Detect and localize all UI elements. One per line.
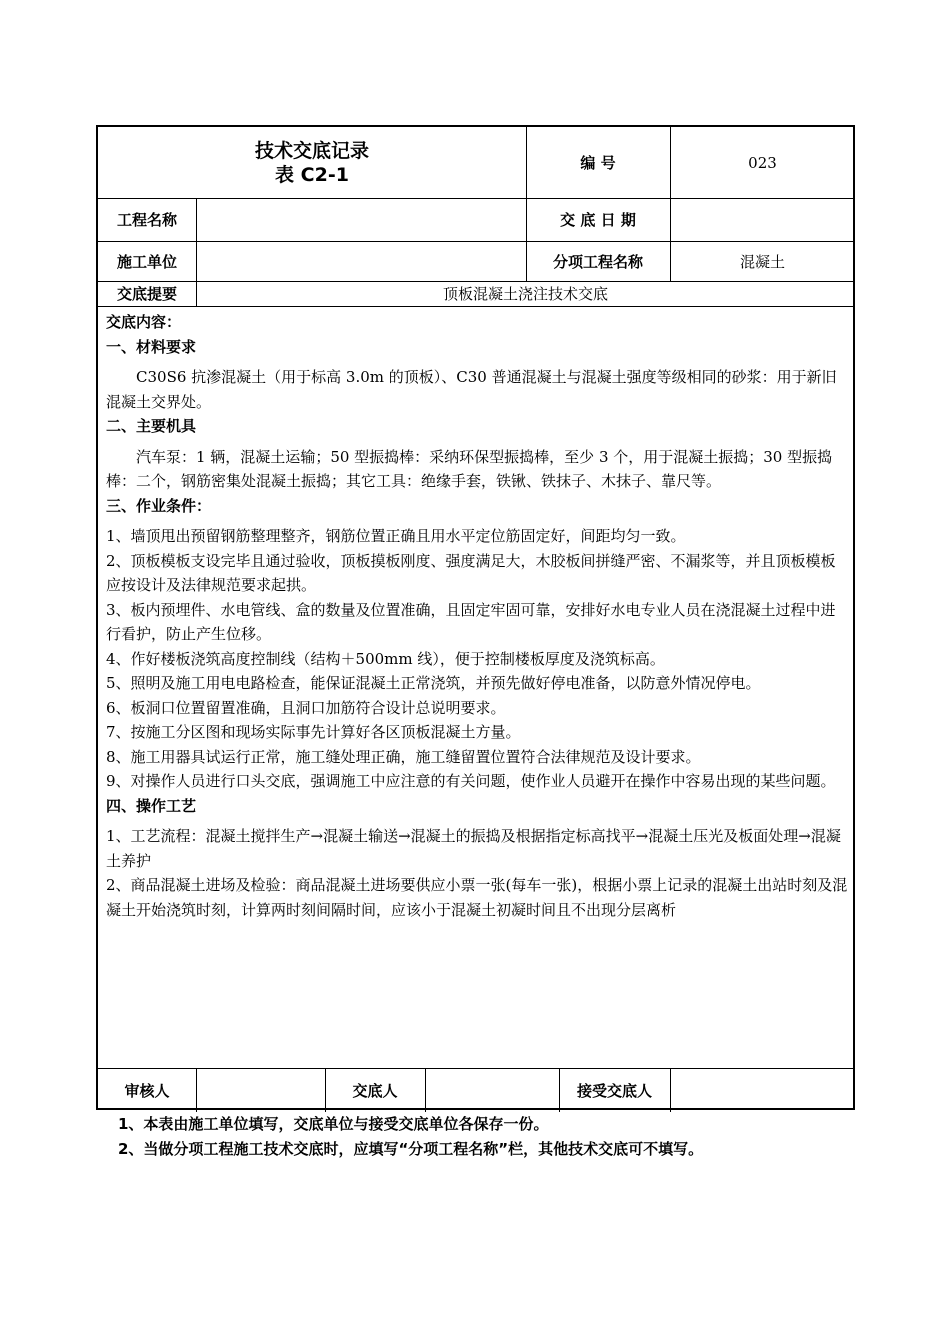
list-item: 6、板洞口位置留置准确，且洞口加筋符合设计总说明要求。 <box>106 698 506 717</box>
reviewer-field[interactable] <box>196 1068 325 1112</box>
list-item: 2、顶板模板支设完毕且通过验收，顶板摸板刚度、强度满足大，木胶板间拼缝严密、不漏浆等，并且顶板模板应按设计及法律规范要求起拱。 <box>106 551 836 594</box>
receiver-field[interactable] <box>670 1068 855 1112</box>
list-item: 2、商品混凝土进场及检验：商品混凝土进场要供应小票一张(每车一张)，根据小票上记录的混凝土出站时刻及混凝土开始浇筑时刻，计算两时刻间隔时间，应该小于混凝土初凝时间且不出现分层离析 <box>106 876 848 919</box>
section-heading: 三、作业条件： <box>106 496 212 515</box>
date-label: 交 底 日 期 <box>560 211 636 229</box>
discloser-field[interactable] <box>425 1068 559 1112</box>
list-item: 7、按施工分区图和现场实际事先计算好各区顶板混凝土方量。 <box>106 723 521 741</box>
section-heading: 一、材料要求 <box>106 337 197 356</box>
footnote: 2、当做分项工程施工技术交底时，应填写“分项工程名称”栏，其他技术交底可不填写。 <box>118 1140 704 1158</box>
row-divider <box>98 306 853 307</box>
receiver-label: 接受交底人 <box>576 1081 652 1100</box>
section-text: 汽车泵：1 辆，混凝土运输；50 型振捣棒：采纳环保型振捣棒，至少 3 个，用于混凝土振捣；30 型振捣棒：二个，钢筋密集处混凝土振捣；其它工具：绝缘手套，铁锹、铁抹子、木抹子、靠尺等。 <box>106 447 833 490</box>
project-name-field[interactable] <box>196 198 526 241</box>
list-item: 1、工艺流程：混凝土搅拌生产→混凝土输送→混凝土的振捣及根据指定标高找平→混凝土压光及板面处理→混凝土养护 <box>106 827 841 870</box>
section-text: C30S6 抗渗混凝土（用于标高 3.0m 的顶板）、C30 普通混凝土与混凝土强度等级相同的砂浆：用于新旧混凝土交界处。 <box>106 368 837 411</box>
number-value[interactable]: 023 <box>748 153 777 172</box>
sub-project-label: 分项工程名称 <box>552 252 643 271</box>
summary-label: 交底提要 <box>116 285 177 303</box>
list-item: 4、作好楼板浇筑高度控制线（结构＋500mm 线），便于控制楼板厚度及浇筑标高。 <box>106 649 665 668</box>
contractor-field[interactable] <box>196 241 526 281</box>
form-title-line2: 表 C2-1 <box>275 163 349 186</box>
list-item: 9、对操作人员进行口头交底，强调施工中应注意的有关问题，使作业人员避开在操作中容易出现的某些问题。 <box>106 772 836 790</box>
footnotes <box>118 1112 703 1162</box>
list-item: 1、墙顶甩出预留钢筋整理整齐，钢筋位置正确且用水平定位筋固定好，间距均匀一致。 <box>106 527 686 545</box>
number-label: 编 号 <box>580 154 616 172</box>
disclosure-content <box>106 310 848 922</box>
date-field[interactable] <box>670 198 855 241</box>
technical-disclosure-form <box>96 125 855 1110</box>
list-item: 5、照明及施工用电电路检查，能保证混凝土正常浇筑，并预先做好停电准备，以防意外情况停电。 <box>106 674 761 692</box>
sub-project-field[interactable]: 混凝土 <box>739 252 785 271</box>
form-title <box>98 127 526 198</box>
list-item: 3、板内预埋件、水电管线、盒的数量及位置准确，且固定牢固可靠，安排好水电专业人员在浇混凝土过程中进行看护，防止产生位移。 <box>106 600 836 643</box>
form-title-line1: 技术交底记录 <box>254 139 369 162</box>
discloser-label: 交底人 <box>352 1081 398 1100</box>
contractor-label: 施工单位 <box>116 252 177 271</box>
summary-field[interactable]: 顶板混凝土浇注技术交底 <box>442 285 608 303</box>
content-intro: 交底内容： <box>106 313 182 331</box>
section-heading: 二、主要机具 <box>106 417 197 435</box>
footnote: 1、本表由施工单位填写，交底单位与接受交底单位各保存一份。 <box>118 1115 549 1133</box>
project-name-label: 工程名称 <box>116 211 177 229</box>
reviewer-label: 审核人 <box>124 1081 170 1100</box>
list-item: 8、施工用器具试运行正常，施工缝处理正确，施工缝留置位置符合法律规范及设计要求。 <box>106 747 701 766</box>
section-heading: 四、操作工艺 <box>106 796 197 815</box>
